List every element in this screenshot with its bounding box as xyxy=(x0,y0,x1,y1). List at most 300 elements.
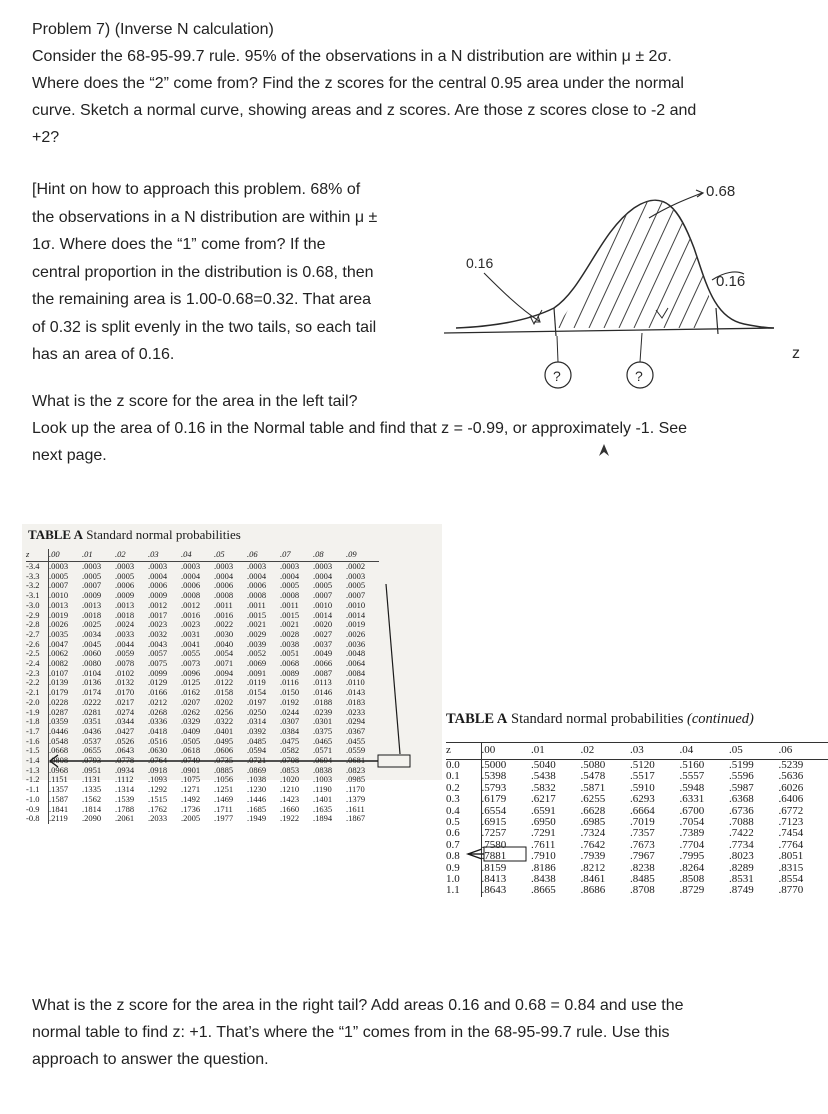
probability-cell: .7642 xyxy=(580,838,606,851)
probability-cell: .0073 xyxy=(181,658,201,669)
probability-cell: .0885 xyxy=(214,764,234,775)
probability-cell: .0418 xyxy=(148,725,168,736)
probability-cell: .0322 xyxy=(214,716,234,727)
probability-cell: .0853 xyxy=(280,764,300,775)
probability-cell: .5199 xyxy=(728,759,754,771)
z-value-cell: 0.1 xyxy=(446,771,481,782)
probability-cell: .0183 xyxy=(346,696,366,707)
z-value-cell: -1.5 xyxy=(26,746,49,756)
table-b-title-bold: TABLE A xyxy=(446,711,508,727)
z-value-cell: -1.8 xyxy=(26,717,49,727)
probability-cell: .0869 xyxy=(247,764,267,775)
probability-cell: .1977 xyxy=(214,813,234,824)
probability-cell: .0003 xyxy=(346,570,366,581)
left-question-line: Look up the area of 0.16 in the Normal table and find that z = -0.99, or approximately -1. See xyxy=(32,420,688,437)
probability-cell: .7291 xyxy=(531,827,556,840)
probability-cell: .0019 xyxy=(49,609,69,620)
normal-table-positive xyxy=(444,704,828,897)
probability-cell: .8686 xyxy=(580,884,606,897)
probability-cell: .7389 xyxy=(679,827,705,840)
probability-cell: .0094 xyxy=(214,667,234,678)
probability-cell: .0021 xyxy=(280,619,300,630)
probability-cell: .0004 xyxy=(214,570,234,581)
probability-cell: .8238 xyxy=(629,861,655,874)
probability-cell: .0024 xyxy=(115,619,135,630)
probability-cell: .0043 xyxy=(148,638,168,649)
probability-cell: .6700 xyxy=(679,804,705,817)
probability-cell: .5832 xyxy=(531,781,556,794)
z-value-cell: -1.3 xyxy=(26,766,49,776)
probability-cell: .1635 xyxy=(313,803,333,814)
probability-cell: .0006 xyxy=(214,580,234,591)
probability-cell: .7734 xyxy=(728,838,754,851)
table-a-title-bold: TABLE A xyxy=(28,527,84,542)
probability-cell: .0007 xyxy=(82,580,102,591)
probability-cell: .0427 xyxy=(115,725,135,736)
probability-cell: .0048 xyxy=(346,648,366,659)
probability-cell: .1949 xyxy=(247,813,267,824)
probability-cell: .0294 xyxy=(346,716,366,727)
probability-cell: .5987 xyxy=(728,781,754,794)
probability-cell: .0004 xyxy=(148,570,168,581)
probability-cell: .0047 xyxy=(49,638,69,649)
probability-cell: .5871 xyxy=(580,781,606,794)
probability-cell: .0026 xyxy=(346,628,366,639)
z-value-cell: -2.3 xyxy=(26,669,49,679)
table-a-grid xyxy=(26,549,379,824)
problem-heading: Problem 7) (Inverse N calculation) xyxy=(32,21,274,38)
probability-cell: .0495 xyxy=(214,735,234,746)
probability-cell: .0162 xyxy=(181,687,201,698)
probability-cell: .1685 xyxy=(247,803,267,814)
probability-cell: .0055 xyxy=(181,648,201,659)
probability-cell: .0329 xyxy=(181,716,201,727)
probability-cell: .0668 xyxy=(49,745,69,756)
probability-cell: .0006 xyxy=(181,580,201,591)
probability-cell: .0003 xyxy=(148,561,168,571)
probability-cell: .6179 xyxy=(481,793,507,806)
probability-cell: .0197 xyxy=(247,696,267,707)
probability-cell: .1003 xyxy=(313,774,333,785)
probability-cell: .8212 xyxy=(580,861,606,874)
probability-cell: .7673 xyxy=(629,838,655,851)
table-a-title xyxy=(28,527,241,543)
probability-cell: .0028 xyxy=(280,628,300,639)
probability-cell: .0002 xyxy=(346,561,366,571)
table-header-cell: .04 xyxy=(679,743,728,760)
probability-cell: .5948 xyxy=(679,781,705,794)
probability-cell: .0018 xyxy=(115,609,135,620)
probability-cell: .0003 xyxy=(313,561,333,571)
table-header-cell: .08 xyxy=(313,549,346,562)
probability-cell: .0008 xyxy=(280,590,300,601)
probability-cell: .1093 xyxy=(148,774,168,785)
probability-cell: .0174 xyxy=(82,687,102,698)
z-value-cell: -0.8 xyxy=(26,814,49,824)
probability-cell: .0359 xyxy=(49,716,69,727)
probability-cell: .1562 xyxy=(82,793,102,804)
hint-line: central proportion in the distribution is 0.68, then xyxy=(32,263,374,281)
probability-cell: .0029 xyxy=(247,628,267,639)
probability-cell: .0505 xyxy=(181,735,201,746)
probability-cell: .7422 xyxy=(728,827,754,840)
probability-cell: .0068 xyxy=(280,658,300,669)
probability-cell: .0044 xyxy=(115,638,135,649)
probability-cell: .0062 xyxy=(49,648,69,659)
probability-cell: .0003 xyxy=(181,561,201,571)
probability-cell: .0694 xyxy=(313,755,333,766)
probability-cell: .0154 xyxy=(247,687,267,698)
probability-cell: .0015 xyxy=(247,609,267,620)
probability-cell: .0139 xyxy=(49,677,69,688)
probability-cell: .1020 xyxy=(280,774,300,785)
probability-cell: .0036 xyxy=(346,638,366,649)
table-a-title-rest: Standard normal probabilities xyxy=(86,527,241,542)
probability-cell: .0023 xyxy=(148,619,168,630)
probability-cell: .0003 xyxy=(49,561,69,571)
probability-cell: .7123 xyxy=(778,816,804,829)
z-value-cell: 0.8 xyxy=(446,851,481,862)
probability-cell: .0030 xyxy=(214,628,234,639)
probability-cell: .0582 xyxy=(280,745,300,756)
z-value-cell: -3.1 xyxy=(26,591,49,601)
probability-cell: .0951 xyxy=(82,764,102,775)
probability-cell: .7939 xyxy=(580,850,606,863)
probability-cell: .0344 xyxy=(115,716,135,727)
probability-cell: .5478 xyxy=(580,770,606,783)
z-value-cell: -1.1 xyxy=(26,785,49,795)
probability-cell: .1210 xyxy=(280,784,300,795)
probability-cell: .0031 xyxy=(181,628,201,639)
probability-cell: .1762 xyxy=(148,803,168,814)
probability-cell: .0005 xyxy=(280,580,300,591)
probability-cell: .1841 xyxy=(49,803,69,814)
probability-cell: .0012 xyxy=(181,599,201,610)
probability-cell: .0119 xyxy=(247,677,266,688)
probability-cell: .7019 xyxy=(629,816,655,829)
probability-cell: .6293 xyxy=(629,793,655,806)
problem-line: +2? xyxy=(32,129,60,146)
probability-cell: .1292 xyxy=(148,784,168,795)
probability-cell: .6368 xyxy=(728,793,754,806)
probability-cell: .0096 xyxy=(181,667,201,678)
z-value-cell: -3.0 xyxy=(26,601,49,611)
probability-cell: .0764 xyxy=(148,755,168,766)
probability-cell: .0823 xyxy=(346,764,366,775)
probability-cell: .0041 xyxy=(181,638,201,649)
probability-cell: .0735 xyxy=(214,755,234,766)
table-b-grid xyxy=(446,742,828,897)
probability-cell: .1469 xyxy=(214,793,234,804)
probability-cell: .2119 xyxy=(49,813,68,824)
probability-cell: .0010 xyxy=(49,590,69,601)
probability-cell: .0132 xyxy=(115,677,135,688)
table-row xyxy=(26,814,379,824)
probability-cell: .1190 xyxy=(313,784,332,795)
z-value-cell: -2.4 xyxy=(26,659,49,669)
probability-cell: .0146 xyxy=(313,687,333,698)
probability-cell: .0136 xyxy=(82,677,102,688)
probability-cell: .2005 xyxy=(181,813,201,824)
probability-cell: .0013 xyxy=(49,599,69,610)
probability-cell: .0054 xyxy=(214,648,234,659)
z-value-cell: 0.0 xyxy=(446,760,481,772)
z-value-cell: 0.5 xyxy=(446,817,481,828)
probability-cell: .0008 xyxy=(214,590,234,601)
probability-cell: .0233 xyxy=(346,706,366,717)
z-value-cell: -3.3 xyxy=(26,572,49,582)
probability-cell: .1112 xyxy=(115,774,134,785)
probability-cell: .0014 xyxy=(313,609,333,620)
z-value-cell: -2.0 xyxy=(26,698,49,708)
probability-cell: .0011 xyxy=(280,599,299,610)
probability-cell: .0005 xyxy=(313,580,333,591)
z-value-cell: -2.1 xyxy=(26,688,49,698)
z-value-cell: -1.6 xyxy=(26,737,49,747)
hint-line: [Hint on how to approach this problem. 68% of xyxy=(32,181,361,198)
probability-cell: .0040 xyxy=(214,638,234,649)
probability-cell: .1423 xyxy=(280,793,300,804)
probability-cell: .7611 xyxy=(531,838,556,851)
probability-cell: .7995 xyxy=(679,850,705,863)
z-value-cell: -1.2 xyxy=(26,775,49,785)
probability-cell: .0011 xyxy=(214,599,233,610)
probability-cell: .1587 xyxy=(49,793,69,804)
probability-cell: .0039 xyxy=(247,638,267,649)
hint-line: 1σ. Where does the “1” come from? If the xyxy=(32,236,326,253)
probability-cell: .0051 xyxy=(280,648,300,659)
hint-line: the remaining area is 1.00-0.68=0.32. That area xyxy=(32,291,372,308)
probability-cell: .0005 xyxy=(82,570,102,581)
z-value-cell: 0.3 xyxy=(446,794,481,805)
probability-cell: .1251 xyxy=(214,784,234,795)
z-value-cell: -1.4 xyxy=(26,756,49,766)
sketch-right-z-label: ? xyxy=(635,368,643,384)
probability-cell: .7967 xyxy=(629,850,655,863)
probability-cell: .8708 xyxy=(629,884,655,897)
probability-cell: .0192 xyxy=(280,696,300,707)
probability-cell: .0009 xyxy=(115,590,135,601)
probability-cell: .0007 xyxy=(313,590,333,601)
probability-cell: .1056 xyxy=(214,774,234,785)
probability-cell: .0089 xyxy=(280,667,300,678)
z-value-cell: -3.4 xyxy=(26,562,49,572)
probability-cell: .1894 xyxy=(313,813,333,824)
probability-cell: .0052 xyxy=(247,648,267,659)
sketch-axis-label: z xyxy=(792,345,800,362)
probability-cell: .0367 xyxy=(346,725,366,736)
probability-cell: .1379 xyxy=(346,793,366,804)
probability-cell: .7324 xyxy=(580,827,606,840)
z-value-cell: -1.9 xyxy=(26,708,49,718)
probability-cell: .6255 xyxy=(580,793,606,806)
table-b-title-rest: Standard normal probabilities xyxy=(511,711,684,727)
probability-cell: .0630 xyxy=(148,745,168,756)
table-header-cell: .05 xyxy=(729,743,778,760)
right-question-line: approach to answer the question. xyxy=(32,1051,269,1068)
probability-cell: .0018 xyxy=(82,609,102,620)
z-value-cell: 0.2 xyxy=(446,783,481,794)
probability-cell: .0301 xyxy=(313,716,333,727)
probability-cell: .0618 xyxy=(181,745,201,756)
sketch-left-tail-label: 0.16 xyxy=(466,255,494,271)
probability-cell: .0004 xyxy=(280,570,300,581)
table-header-cell: .03 xyxy=(148,549,181,562)
table-header-cell: .06 xyxy=(247,549,280,562)
probability-cell: .6772 xyxy=(778,804,804,817)
problem-line: curve. Sketch a normal curve, showing areas and z scores. Are those z scores close to -2 and xyxy=(32,102,697,119)
probability-cell: .0113 xyxy=(313,677,332,688)
probability-cell: .0003 xyxy=(280,561,300,571)
probability-cell: .7910 xyxy=(531,850,556,863)
probability-cell: .0020 xyxy=(313,619,333,630)
probability-cell: .0143 xyxy=(346,687,366,698)
probability-cell: .0057 xyxy=(148,648,168,659)
table-header-row xyxy=(26,549,379,562)
probability-cell: .0007 xyxy=(346,590,366,601)
probability-cell: .0262 xyxy=(181,706,201,717)
probability-cell: .0384 xyxy=(280,725,300,736)
probability-cell: .0351 xyxy=(82,716,102,727)
probability-cell: .0708 xyxy=(280,755,300,766)
probability-cell: .1446 xyxy=(247,793,267,804)
left-tail-question xyxy=(32,388,812,469)
probability-cell: .0808 xyxy=(49,755,69,766)
probability-cell: .0003 xyxy=(82,561,102,571)
probability-cell: .0015 xyxy=(280,609,300,620)
probability-cell: .8665 xyxy=(531,884,556,897)
z-value-cell: -2.8 xyxy=(26,620,49,630)
probability-cell: .1357 xyxy=(49,784,69,795)
probability-cell: .0010 xyxy=(313,599,333,610)
probability-cell: .0006 xyxy=(148,580,168,591)
probability-cell: .6331 xyxy=(679,793,705,806)
probability-cell: .6915 xyxy=(481,816,507,829)
table-b-title-suffix: (continued) xyxy=(687,711,754,727)
probability-cell: .0985 xyxy=(346,774,366,785)
probability-cell: .1515 xyxy=(148,793,168,804)
probability-cell: .5040 xyxy=(531,759,556,771)
probability-cell: .6554 xyxy=(481,804,507,817)
probability-cell: .0005 xyxy=(346,580,366,591)
probability-cell: .0071 xyxy=(214,658,234,669)
probability-cell: .0537 xyxy=(82,735,102,746)
probability-cell: .1230 xyxy=(247,784,267,795)
probability-cell: .0026 xyxy=(49,619,69,630)
probability-cell: .7088 xyxy=(728,816,754,829)
probability-cell: .0027 xyxy=(313,628,333,639)
probability-cell: .6591 xyxy=(531,804,556,817)
probability-cell: .0150 xyxy=(280,687,300,698)
z-value-cell: -2.6 xyxy=(26,640,49,650)
table-row xyxy=(446,885,828,896)
probability-cell: .8315 xyxy=(778,861,804,874)
probability-cell: .0314 xyxy=(247,716,267,727)
probability-cell: .0005 xyxy=(115,570,135,581)
probability-cell: .0170 xyxy=(115,687,135,698)
probability-cell: .8485 xyxy=(629,873,655,886)
z-value-cell: -2.2 xyxy=(26,678,49,688)
probability-cell: .0069 xyxy=(247,658,267,669)
probability-cell: .0009 xyxy=(148,590,168,601)
probability-cell: .0281 xyxy=(82,706,102,717)
probability-cell: .2061 xyxy=(115,813,135,824)
probability-cell: .0721 xyxy=(247,755,267,766)
probability-cell: .0207 xyxy=(181,696,201,707)
probability-cell: .0013 xyxy=(82,599,102,610)
probability-cell: .0019 xyxy=(346,619,366,630)
probability-cell: .6736 xyxy=(728,804,754,817)
probability-cell: .5793 xyxy=(481,781,507,794)
probability-cell: .0003 xyxy=(214,561,234,571)
probability-cell: .8159 xyxy=(481,861,507,874)
probability-cell: .6026 xyxy=(778,781,804,794)
probability-cell: .0594 xyxy=(247,745,267,756)
probability-cell: .8264 xyxy=(679,861,705,874)
table-header-cell: .06 xyxy=(778,743,828,760)
right-tail-question xyxy=(32,992,752,1073)
probability-cell: .8023 xyxy=(728,850,754,863)
z-value-cell: -2.5 xyxy=(26,649,49,659)
table-row xyxy=(446,794,828,805)
probability-cell: .1151 xyxy=(49,774,68,785)
probability-cell: .7881 xyxy=(481,850,507,863)
probability-cell: .1814 xyxy=(82,803,102,814)
probability-cell: .7580 xyxy=(481,838,507,851)
normal-curve-sketch xyxy=(444,178,828,400)
probability-cell: .0436 xyxy=(82,725,102,736)
probability-cell: .0559 xyxy=(346,745,366,756)
table-header-cell: .05 xyxy=(214,549,247,562)
hint-line: of 0.32 is split evenly in the two tails, so each tail xyxy=(32,318,377,336)
probability-cell: .0409 xyxy=(181,725,201,736)
table-header-cell: .04 xyxy=(181,549,214,562)
probability-cell: .0009 xyxy=(82,590,102,601)
probability-cell: .0037 xyxy=(313,638,333,649)
table-header-cell: .02 xyxy=(581,743,630,760)
probability-cell: .5596 xyxy=(728,770,754,783)
probability-cell: .0025 xyxy=(82,619,102,630)
probability-cell: .0307 xyxy=(280,716,300,727)
table-header-cell: z xyxy=(446,743,481,760)
probability-cell: .5398 xyxy=(481,770,507,783)
probability-cell: .0212 xyxy=(148,696,168,707)
probability-cell: .0129 xyxy=(148,677,168,688)
problem-statement xyxy=(32,16,812,151)
probability-cell: .8508 xyxy=(679,873,705,886)
problem-line: Where does the “2” come from? Find the z scores for the central 0.95 area under the normal xyxy=(32,75,684,92)
probability-cell: .8729 xyxy=(679,884,705,897)
probability-cell: .8186 xyxy=(531,861,556,874)
probability-cell: .1492 xyxy=(181,793,201,804)
probability-cell: .5120 xyxy=(629,759,655,771)
probability-cell: .7357 xyxy=(629,827,655,840)
table-header-cell: .01 xyxy=(531,743,580,760)
probability-cell: .0087 xyxy=(313,667,333,678)
probability-cell: .5239 xyxy=(778,759,804,771)
probability-cell: .8531 xyxy=(728,873,754,886)
probability-cell: .0032 xyxy=(148,628,168,639)
probability-cell: .1711 xyxy=(214,803,233,814)
table-header-row xyxy=(446,743,828,760)
probability-cell: .6406 xyxy=(778,793,804,806)
probability-cell: .0287 xyxy=(49,706,69,717)
table-row xyxy=(446,851,828,862)
z-value-cell: -0.9 xyxy=(26,805,49,815)
probability-cell: .0006 xyxy=(247,580,267,591)
probability-cell: .8289 xyxy=(728,861,754,874)
probability-cell: .0064 xyxy=(346,658,366,669)
